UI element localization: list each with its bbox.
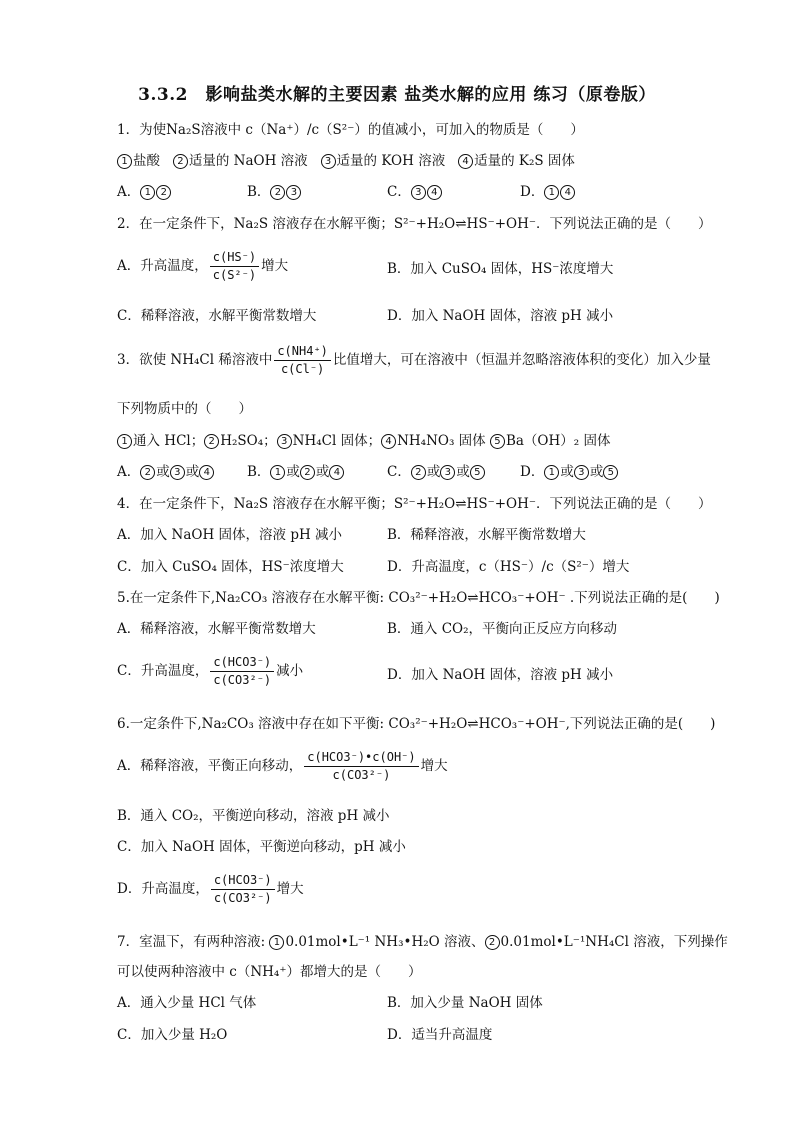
question-5-option-d: D．加入 NaOH 固体，溶液 pH 减小 (387, 667, 614, 683)
question-2-option-c: C．稀释溶液，水解平衡常数增大 (117, 308, 317, 324)
question-5-stem: 5.在一定条件下,Na₂CO₃ 溶液存在水解平衡: CO₃²⁻+H₂O⇌HCO₃⁻+OH⁻ .下列说法正确的是( ) (117, 590, 720, 606)
fraction: $\frac{\text{c(HCO3⁻)•c(OH⁻)}}{\text{c(CO3²⁻)}}$ (304, 750, 418, 783)
question-1-option-c: C． 3 4 (387, 182, 443, 202)
question-2-option-d: D．加入 NaOH 固体，溶液 pH 减小 (387, 308, 614, 324)
question-4-option-d: D．升高温度，c（HS⁻）/c（S²⁻）增大 (387, 559, 630, 575)
question-5-option-c: C．升高温度， $\frac{\text{c(HCO3⁻)}}{\text{c(CO3²⁻)}}$ 减小 (117, 655, 304, 687)
item-text: 适量的 NaOH 溶液 (188, 153, 308, 169)
question-3-option-d: D． 1 或 3 或 5 (520, 462, 619, 482)
question-3-items: 1 通入 HCl； 2 H₂SO₄； 3 NH₄Cl 固体； 4 NH₄NO₃ 固体 5 Ba（OH）₂ 固体 (117, 431, 610, 451)
fraction: $\frac{c(NH4^+)}{c(Cl^-)}$ (274, 344, 331, 377)
question-7-option-b: B．加入少量 NaOH 固体 (387, 995, 543, 1011)
question-7-stem: 7．室温下，有两种溶液: 1 0.01mol•L⁻¹ NH₃•H₂O 溶液、 2 0.01mol•L⁻¹NH₄Cl 溶液，下列操作 (117, 934, 728, 950)
question-6-option-d: D．升高温度， $\frac{\text{c(HCO3⁻)}}{\text{c(CO3²⁻)}}$ 增大 (117, 873, 304, 905)
question-7-option-c: C．加入少量 H₂O (117, 1027, 228, 1043)
page-title: 3.3.2 影响盐类水解的主要因素 盐类水解的应用 练习（原卷版） (138, 85, 656, 105)
question-1-items (117, 151, 575, 171)
question-1-stem: 1．为使Na₂S溶液中 c（Na⁺）/c（S²⁻）的值减小，可加入的物质是（ ） (117, 122, 584, 138)
fraction: $\frac{\text{c(HCO3⁻)}}{\text{c(CO3²⁻)}}$ (210, 655, 274, 688)
question-6-stem: 6.一定条件下,Na₂CO₃ 溶液中存在如下平衡: CO₃²⁻+H₂O⇌HCO₃⁻+OH⁻,下列说法正确的是( ) (117, 716, 716, 732)
question-4-option-b: B．稀释溶液，水解平衡常数增大 (387, 527, 586, 543)
fraction: $\frac{\text{c(HCO3⁻)}}{\text{c(CO3²⁻)}}$ (211, 873, 275, 906)
question-2-stem: 2．在一定条件下，Na₂S 溶液存在水解平衡；S²⁻+H₂O⇌HS⁻+OH⁻．下列说法正确的是（ ） (117, 216, 712, 232)
question-3-option-c: C． 2 或 3 或 5 (387, 462, 486, 482)
item-text: 盐酸 (133, 153, 160, 169)
question-4-option-a: A．加入 NaOH 固体，溶液 pH 减小 (117, 527, 343, 543)
question-4-stem: 4．在一定条件下，Na₂S 溶液存在水解平衡；S²⁻+H₂O⇌HS⁻+OH⁻．下列说法正确的是（ ） (117, 496, 712, 512)
question-1-option-d: D． 1 4 (520, 182, 576, 202)
question-6-option-c: C．加入 NaOH 固体，平衡逆向移动，pH 减小 (117, 839, 406, 855)
item-text: 适量的 KOH 溶液 (336, 153, 446, 169)
fraction: $\frac{c(HS^-)}{\text{c(S²⁻)}}$ (210, 250, 259, 283)
question-7-stem-line2: 可以使两种溶液中 c（NH₄⁺）都增大的是（ ） (117, 964, 422, 980)
question-6-option-a: A．稀释溶液，平衡正向移动， $\frac{\text{c(HCO3⁻)•c(OH⁻)}}{\text{c(CO3²⁻)}}$ 增大 (117, 750, 448, 782)
question-4-option-c: C．加入 CuSO₄ 固体，HS⁻浓度增大 (117, 559, 344, 575)
question-2-option-a: A．升高温度， $\frac{c(HS^-)}{\text{c(S²⁻)}}$ 增大 (117, 250, 289, 282)
circled-number: 3 (321, 154, 336, 169)
question-6-option-b: B．通入 CO₂，平衡逆向移动，溶液 pH 减小 (117, 808, 390, 824)
question-7-option-d: D．适当升高温度 (387, 1027, 493, 1043)
question-3-option-a: A． 2 或 3 或 4 (117, 462, 215, 482)
question-5-option-a: A．稀释溶液，水解平衡常数增大 (117, 621, 316, 637)
item-text: 适量的 K₂S 固体 (474, 153, 575, 169)
question-3-stem: 3．欲使 NH₄Cl 稀溶液中 $\frac{c(NH4^+)}{c(Cl^-)}$ 比值增大，可在溶液中（恒温并忽略溶液体积的变化）加入少量 (117, 344, 711, 376)
circled-number: 4 (458, 154, 473, 169)
circled-number: 2 (173, 154, 188, 169)
question-2-option-b: B．加入 CuSO₄ 固体，HS⁻浓度增大 (387, 261, 614, 277)
question-3-stem-line2: 下列物质中的（ ） (117, 401, 252, 417)
question-1-option-a: A． 1 2 (117, 182, 172, 202)
question-1-option-b: B． 2 3 (247, 182, 302, 202)
question-5-option-b: B．通入 CO₂，平衡向正反应方向移动 (387, 621, 618, 637)
question-3-option-b: B． 1 或 2 或 4 (247, 462, 345, 482)
circled-number: 1 (117, 154, 132, 169)
question-7-option-a: A．通入少量 HCl 气体 (117, 995, 257, 1011)
